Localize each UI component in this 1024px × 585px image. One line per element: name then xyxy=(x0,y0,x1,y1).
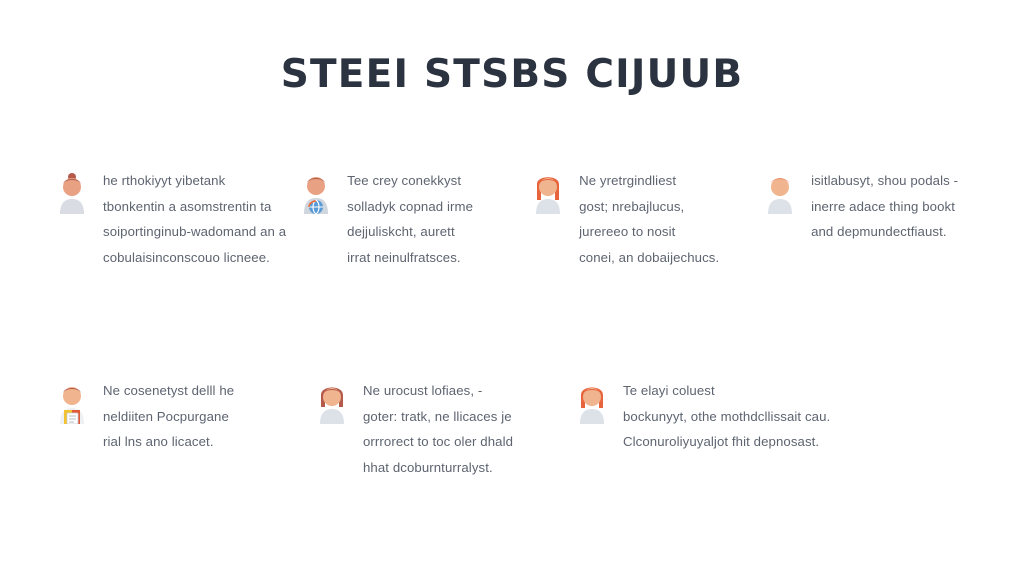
list-item-text: he rthokiyyt yibetank tbonkentin a asomstrentin ta soiportinginub-wadomand an a cobulaisinconscouo licneee. xyxy=(103,173,287,265)
person-avatar-clipboard-icon xyxy=(52,380,92,424)
items-row-2 xyxy=(52,378,982,480)
list-item xyxy=(312,378,562,480)
list-item-text: Te elayi coluest bockunyyt, othe mothdcllissait cau. Clconuroliyuyaljot fhit depnosast. xyxy=(623,383,831,449)
person-avatar-bun-icon xyxy=(52,170,92,214)
list-item-text: Ne yretrgindliest gost; nrebajlucus, jurereeo to nosit conei, an dobaijechucs. xyxy=(579,173,720,265)
list-item xyxy=(52,378,302,480)
list-item-text: isitlabusyt, shou podals - inerre adace thing bookt and depmundectfiaust. xyxy=(811,173,959,239)
list-item xyxy=(760,168,982,270)
list-item-text: Ne urocust lofiaes, - goter: tratk, ne llicaces je orrrorect to toc oler dhald hhat dcoburnturralyst. xyxy=(363,383,514,475)
person-avatar-short-hair-icon xyxy=(760,170,800,214)
list-item-text: Tee crey conekkyst solladyk copnad irme dejjuliskcht, aurett irrat neinulfratsces. xyxy=(347,173,474,265)
person-avatar-bob-icon xyxy=(312,380,352,424)
items-row-1 xyxy=(52,168,982,270)
page-title: STEEI STSBS CIJUUB xyxy=(280,52,744,97)
list-item-text: Ne cosenetyst delll he neldiiten Pocpurgane rial lns ano licacet. xyxy=(103,383,235,449)
list-item xyxy=(52,168,286,270)
list-item xyxy=(572,378,831,480)
list-item xyxy=(296,168,518,270)
person-avatar-ponytail-icon xyxy=(572,380,612,424)
person-avatar-long-hair-icon xyxy=(528,170,568,214)
list-item xyxy=(528,168,750,270)
person-avatar-globe-icon xyxy=(296,170,336,214)
